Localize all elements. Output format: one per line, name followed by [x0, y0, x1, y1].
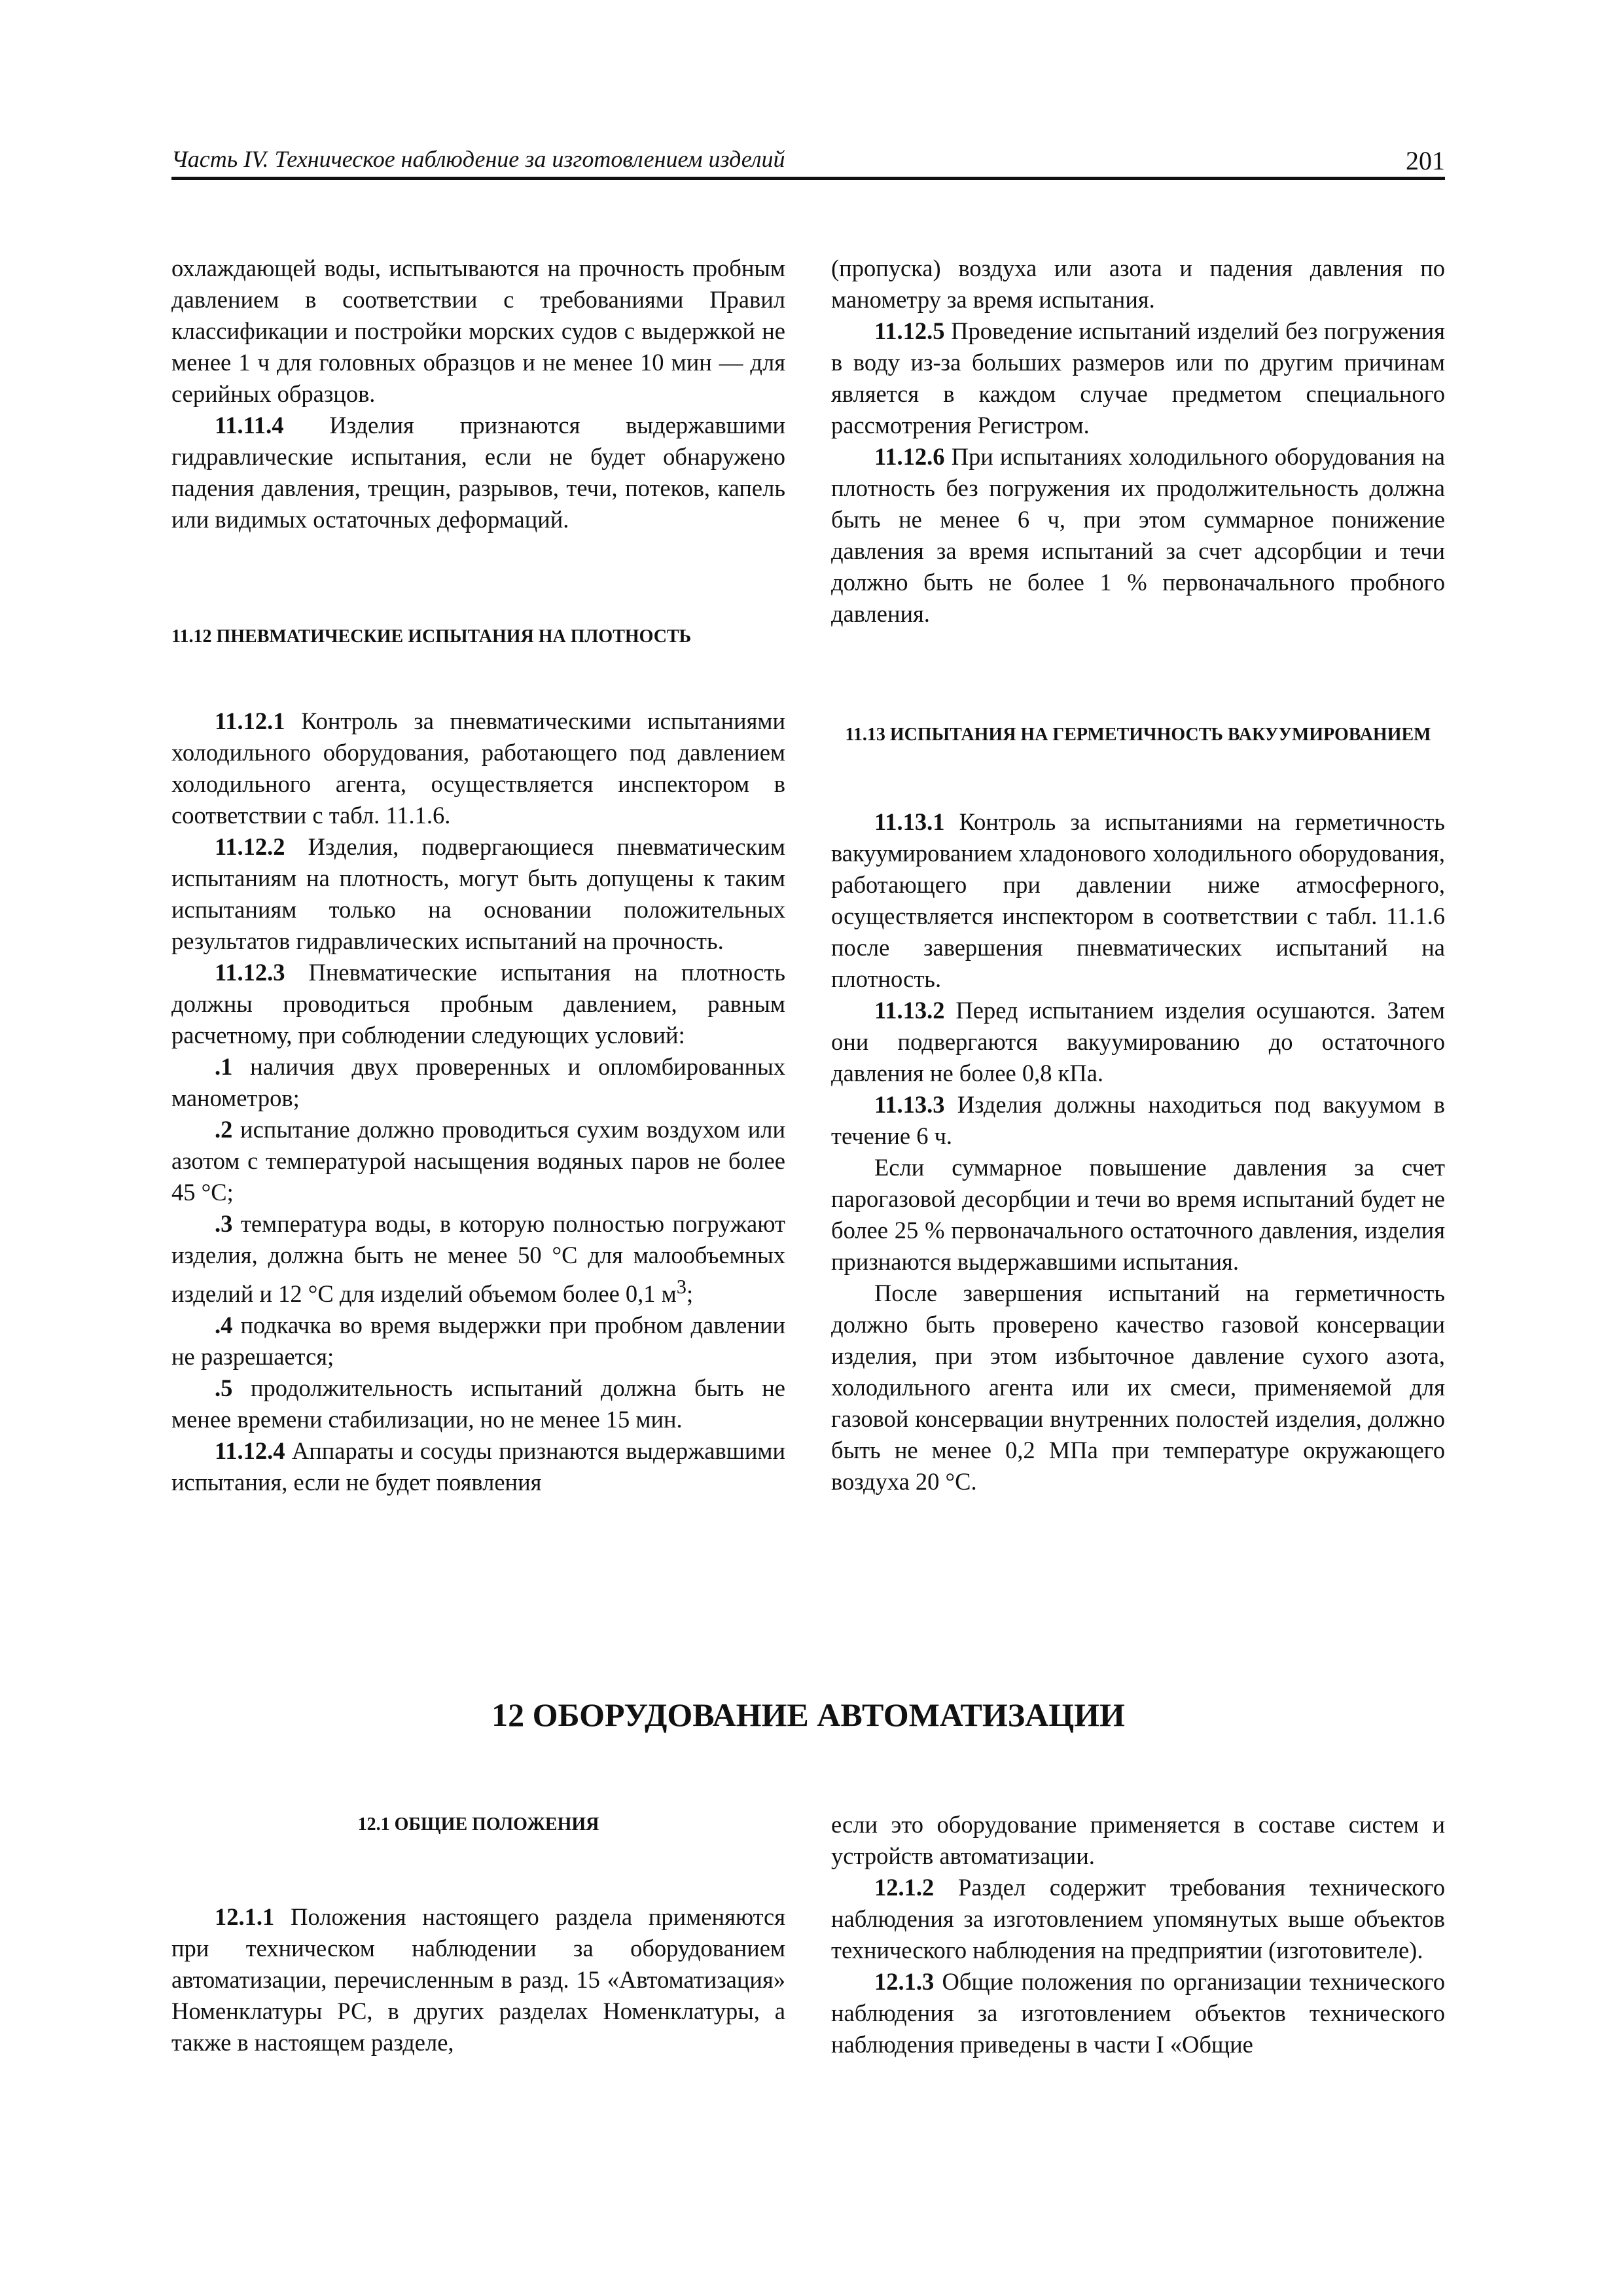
clause-text: Положения настоящего раздела применяются при техническом наблюдении за оборудованием автоматизации, перечисленным в разд. 15 «Автоматизация» Номенклатуры РС, в других разделах Номенклатуры, а также в настоящем разделе,: [171, 1903, 785, 2056]
clause-number: 12.1.2: [874, 1874, 935, 1901]
clause-text: Проведение испытаний изделий без погружения в воду из-за больших размеров или по другим причинам является в каждом случае предметом специального рассмотрения Регистром.: [831, 317, 1445, 439]
list-item-text: подкачка во время выдержки при пробном давлении не разрешается;: [171, 1312, 785, 1371]
clause-number: 11.12.6: [874, 443, 945, 470]
clause-text: Перед испытанием изделия осушаются. Затем они подвергаются вакуумированию до остаточного давления не более 0,8 кПа.: [831, 997, 1445, 1086]
list-marker: .1: [215, 1053, 233, 1080]
paragraph: После завершения испытаний на герметичность должно быть проверено качество газовой консервации изделия, при этом избыточное давление сухого азота, холодильного агента или их смеси, применяемой для газовой консервации внутренних полостей изделия, должно быть не менее 0,2 МПа при температуре окружающего воздуха 20 °С.: [831, 1280, 1445, 1495]
list-item-1: [171, 1051, 785, 1114]
clause-number: 11.12.3: [215, 959, 285, 986]
paragraph: (пропуска) воздуха или азота и падения давления по манометру за время испытания.: [831, 255, 1445, 313]
right-column-top: [831, 253, 1445, 630]
paragraph-12-1-2: [831, 1872, 1445, 1966]
paragraph-11-11-4: [171, 410, 785, 535]
paragraph-11-13-1: [831, 806, 1445, 995]
list-item-text: продолжительность испытаний должна быть не менее времени стабилизации, но не менее 15 мин.: [171, 1374, 785, 1433]
clause-text: Изделия признаются выдержавшими гидравлические испытания, если не будет обнаружено падения давления, трещин, разрывов, течи, потеков, капель или видимых остаточных деформаций.: [171, 412, 785, 533]
clause-number: 11.13.1: [874, 808, 945, 835]
list-item-5: [171, 1372, 785, 1435]
chapter-title: 12 ОБОРУДОВАНИЕ АВТОМАТИЗАЦИИ: [491, 1696, 1125, 1733]
paragraph-11-12-1: [171, 706, 785, 831]
clause-text: Изделия должны находиться под вакуумом в течение 6 ч.: [831, 1091, 1445, 1149]
list-item-text: наличия двух проверенных и опломбированных манометров;: [171, 1053, 785, 1111]
list-item-4: [171, 1310, 785, 1372]
clause-number: 11.12.4: [215, 1437, 285, 1465]
section-12-1-heading-wrap: [171, 1813, 785, 1837]
section-heading-11-13: 11.13 ИСПЫТАНИЯ НА ГЕРМЕТИЧНОСТЬ ВАКУУМИРОВАНИЕМ: [845, 725, 1431, 745]
right-column-bottom: [831, 1809, 1445, 2060]
list-item-3: [171, 1208, 785, 1310]
list-marker: .5: [215, 1374, 233, 1402]
clause-number: 11.13.2: [874, 997, 945, 1024]
paragraph: охлаждающей воды, испытываются на прочность пробным давлением в соответствии с требованиями Правил классификации и постройки морских судов с выдержкой не менее 1 ч для головных образцов и не менее 10 мин — для серийных образцов.: [171, 255, 785, 407]
clause-text: Контроль за испытаниями на герметичность вакуумированием хладонового холодильного оборудования, работающего при давлении ниже атмосферного, осуществляется инспектором в соответствии с табл. 11.1.6 после завершения пневматических испытаний на плотность.: [831, 808, 1445, 992]
clause-number: 11.12.1: [215, 708, 285, 734]
running-header: [171, 143, 1445, 180]
clause-text: При испытаниях холодильного оборудования на плотность без погружения их продолжительность должна быть не менее 6 ч, при этом суммарное понижение давления за время испытаний за счет адсорбции и течи должно быть не более 1 % первоначального пробного давления.: [831, 443, 1445, 627]
clause-text: Пневматические испытания на плотность должны проводиться пробным давлением, равным расчетному, при соблюдении следующих условий:: [171, 959, 785, 1049]
running-header-title: Часть IV. Техническое наблюдение за изготовлением изделий: [171, 146, 785, 172]
paragraph-11-12-4: [171, 1435, 785, 1498]
clause-text: Раздел содержит требования технического наблюдения за изготовлением упомянутых выше объектов технического наблюдения на предприятии (изготовителе).: [831, 1874, 1445, 1964]
right-column-middle: [831, 806, 1445, 1498]
section-11-12-heading-wrap: [171, 625, 785, 649]
paragraph: Если суммарное повышение давления за счет парогазовой десорбции и течи во время испытаний будет не более 25 % первоначального остаточного давления, изделия признаются выдержавшими испытания.: [831, 1154, 1445, 1275]
paragraph-11-12-3: [171, 957, 785, 1051]
paragraph-11-12-2: [171, 831, 785, 957]
clause-number: 12.1.1: [215, 1903, 275, 1930]
page-number: 201: [1406, 146, 1445, 175]
clause-number: 12.1.3: [874, 1968, 935, 1995]
paragraph: если это оборудование применяется в составе систем и устройств автоматизации.: [831, 1811, 1445, 1869]
list-item-text: испытание должно проводиться сухим воздухом или азотом с температурой насыщения водяных паров не более 45 °С;: [171, 1116, 785, 1206]
clause-number: 11.12.2: [215, 833, 285, 860]
list-marker: .4: [215, 1312, 233, 1339]
list-item-text: температура воды, в которую полностью погружают изделия, должна быть не менее 50 °С для малообъемных изделий и 12 °С для изделий объемом более 0,1 м: [171, 1210, 785, 1308]
section-heading-12-1: 12.1 ОБЩИЕ ПОЛОЖЕНИЯ: [357, 1814, 599, 1835]
clause-text: Аппараты и сосуды признаются выдержавшими испытания, если не будет появления: [171, 1437, 785, 1496]
paragraph-12-1-3: [831, 1966, 1445, 2060]
left-column-middle: [171, 706, 785, 1498]
clause-number: 11.11.4: [215, 412, 284, 439]
clause-text: Общие положения по организации технического наблюдения за изготовлением объектов технического наблюдения приведены в части I «Общие: [831, 1968, 1445, 2058]
list-marker: .2: [215, 1116, 233, 1143]
section-11-13-heading-wrap: [831, 723, 1445, 747]
paragraph-11-13-2: [831, 995, 1445, 1089]
list-item-end: ;: [686, 1280, 694, 1308]
clause-number: 11.12.5: [874, 317, 945, 344]
list-marker: .3: [215, 1210, 233, 1237]
left-column-top: [171, 253, 785, 535]
clause-text: Контроль за пневматическими испытаниями холодильного оборудования, работающего под давлением холодильного агента, осуществляется инспектором в соответствии с табл. 11.1.6.: [171, 708, 785, 829]
paragraph-11-12-5: [831, 315, 1445, 441]
clause-text: Изделия, подвергающиеся пневматическим испытаниям на плотность, могут быть допущены к таким испытаниям только на основании положительных результатов гидравлических испытаний на прочность.: [171, 833, 785, 954]
paragraph-11-13-3: [831, 1089, 1445, 1152]
paragraph-12-1-1: [171, 1901, 785, 2058]
clause-number: 11.13.3: [874, 1091, 945, 1118]
superscript: 3: [676, 1276, 687, 1298]
paragraph-11-12-6: [831, 441, 1445, 630]
left-column-bottom: [171, 1901, 785, 2058]
list-item-2: [171, 1114, 785, 1208]
section-heading-11-12: 11.12 ПНЕВМАТИЧЕСКИЕ ИСПЫТАНИЯ НА ПЛОТНОСТЬ: [171, 626, 692, 647]
